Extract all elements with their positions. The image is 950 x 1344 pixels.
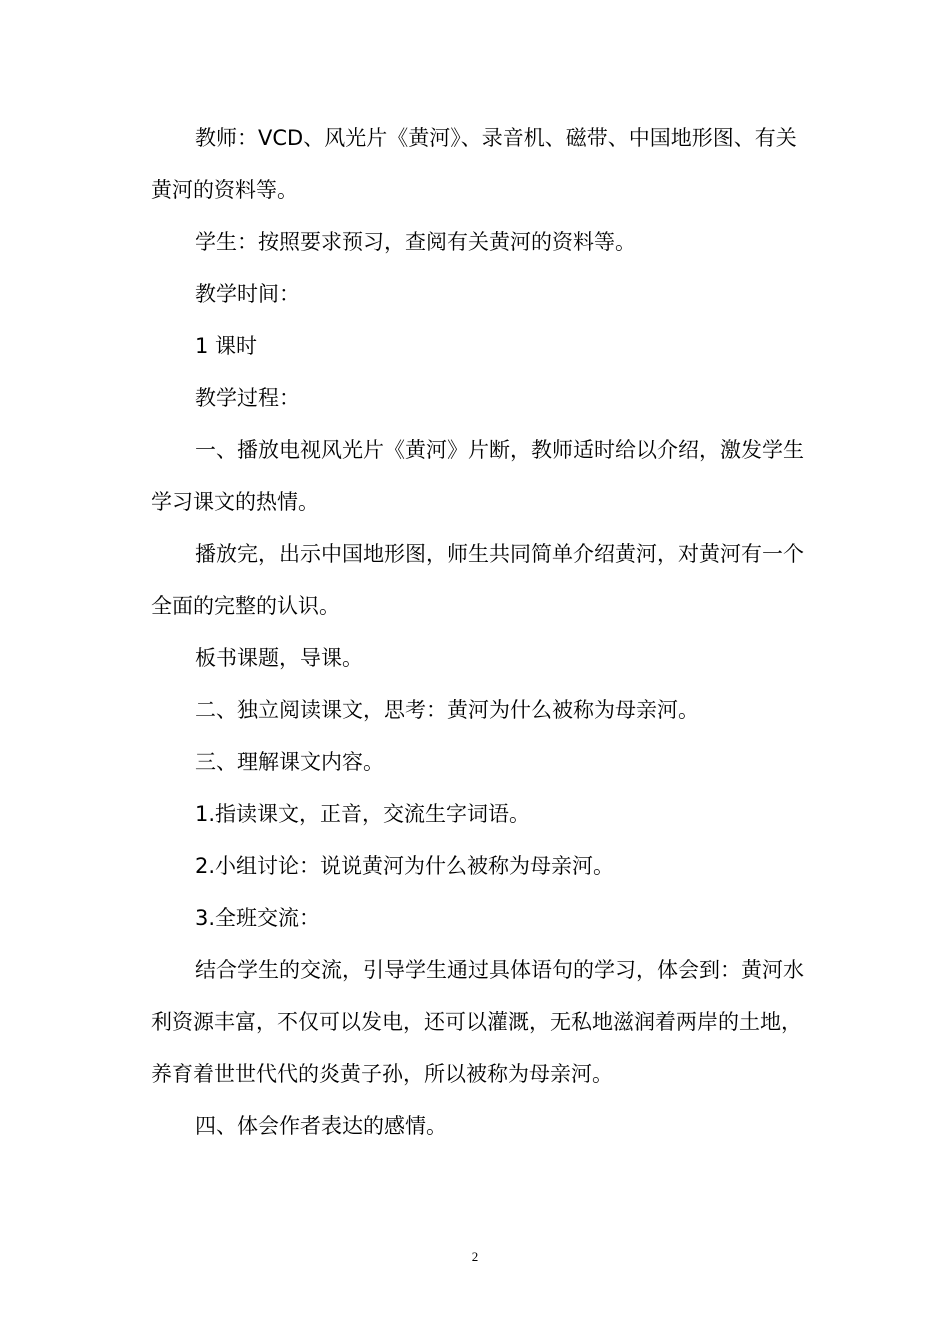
paragraph-board-title: 板书课题，导课。 [195, 646, 363, 670]
paragraph-materials-teacher: 教师：VCD、风光片《黄河》、录音机、磁带、中国地形图、有关黄河的资料等。 [151, 126, 797, 202]
paragraph-step-one-detail: 播放完，出示中国地形图，师生共同简单介绍黄河，对黄河有一个全面的完整的认识。 [151, 542, 804, 618]
page-number: 2 [471, 1249, 479, 1264]
paragraph-step-three-item-2: 2.小组讨论：说说黄河为什么被称为母亲河。 [195, 854, 615, 878]
paragraph-step-three-item-3: 3.全班交流： [195, 906, 321, 930]
paragraph-step-three-item-1: 1.指读课文，正音，交流生字词语。 [195, 802, 531, 826]
paragraph-step-four: 四、体会作者表达的感情。 [195, 1114, 447, 1138]
paragraph-materials-student: 学生：按照要求预习，查阅有关黄河的资料等。 [195, 230, 636, 254]
paragraph-step-three: 三、理解课文内容。 [195, 750, 384, 774]
paragraph-teaching-time-value: 1 课时 [195, 334, 258, 358]
paragraph-teaching-time-heading: 教学时间： [195, 282, 300, 306]
paragraph-step-three-summary: 结合学生的交流，引导学生通过具体语句的学习，体会到：黄河水利资源丰富，不仅可以发电，还可以灌溉，无私地滋润着两岸的土地，养育着世世代代的炎黄子孙，所以被称为母亲河。 [151, 958, 804, 1086]
paragraph-teaching-process-heading: 教学过程： [195, 386, 300, 410]
document-body [151, 112, 811, 1152]
paragraph-step-two: 二、独立阅读课文，思考：黄河为什么被称为母亲河。 [195, 698, 699, 722]
paragraph-step-one: 一、播放电视风光片《黄河》片断，教师适时给以介绍，激发学生学习课文的热情。 [151, 438, 804, 514]
